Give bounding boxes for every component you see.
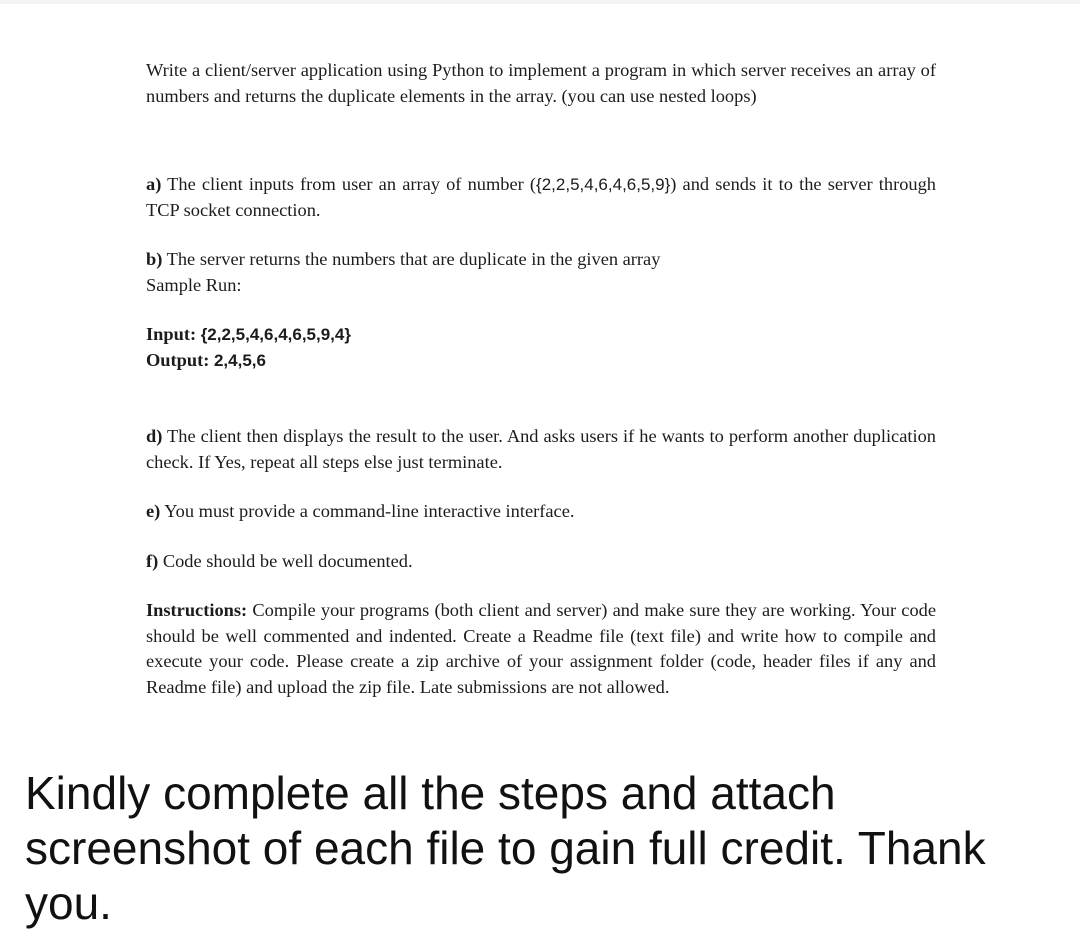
step-e-paragraph [146, 499, 936, 525]
sample-run-label: Sample Run: [146, 274, 242, 295]
step-b-label: b) [146, 249, 163, 269]
sample-output-line [146, 348, 936, 374]
top-border [0, 0, 1080, 4]
sample-input-value: {2,2,5,4,6,4,6,5,9,4} [200, 325, 351, 344]
step-b-paragraph [146, 247, 936, 273]
request-note: Kindly complete all the steps and attach screenshot of each file to gain full credit. Thank you. [25, 767, 986, 929]
step-f-label: f) [146, 550, 159, 571]
step-d-text: The client then displays the result to the user. And asks users if he wants to perform another duplication check. If Yes, repeat all steps else just terminate. [146, 426, 936, 472]
instructions-paragraph [146, 598, 936, 700]
intro-paragraph: Write a client/server application using Python to implement a program in which server receives an array of numbers and returns the duplicate elements in the array. (you can use nested loops) [146, 60, 936, 106]
step-e-text: You must provide a command-line interactive interface. [160, 501, 575, 521]
step-f-text: Code should be well documented. [158, 550, 413, 571]
sample-input-line [146, 322, 936, 348]
instructions-label: Instructions: [146, 600, 248, 620]
step-b-text: The server returns the numbers that are duplicate in the given array [162, 249, 661, 269]
step-a-text-2: ) and sends it to the server through TCP socket connection. [146, 174, 937, 220]
sample-output-value: 2,4,5,6 [213, 350, 266, 370]
step-e-label: e) [146, 501, 161, 521]
step-d-label: d) [146, 426, 163, 446]
sample-input-label: Input: [146, 324, 201, 344]
step-d-paragraph [146, 424, 936, 475]
step-f-paragraph [146, 549, 936, 575]
assignment-document [146, 58, 936, 700]
sample-output-label: Output: [146, 349, 214, 370]
step-a-paragraph [146, 172, 936, 223]
step-a-text-1: The client inputs from user an array of number ( [161, 174, 537, 194]
step-a-label: a) [146, 174, 162, 194]
instructions-text: Compile your programs (both client and server) and make sure they are working. Your code should be well commented and indented. Create a Readme file (text file) and write how to compile and execute your code. Please create a zip archive of your assignment folder (code, header files if any and Readme file) and upload the zip file. Late submissions are not allowed. [146, 600, 936, 697]
step-a-array: {2,2,5,4,6,4,6,5,9} [536, 175, 671, 194]
